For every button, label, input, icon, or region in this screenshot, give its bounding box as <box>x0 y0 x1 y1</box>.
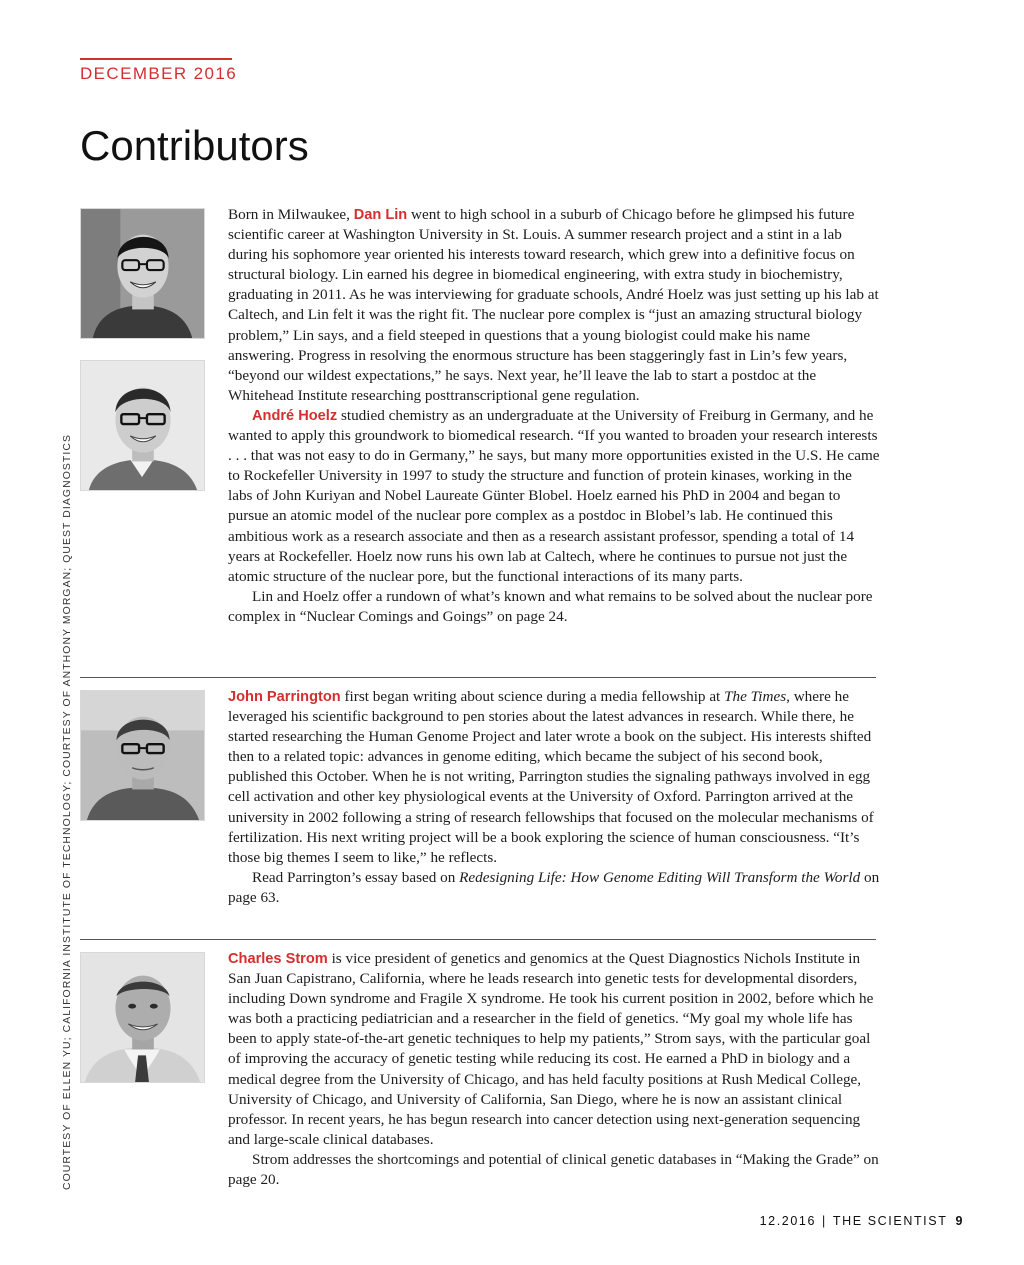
section-lin-hoelz <box>228 205 880 627</box>
portrait-image <box>81 209 204 338</box>
contributor-name: Dan Lin <box>353 207 408 223</box>
bio-paragraph <box>228 949 880 1150</box>
page-footer <box>760 1214 964 1228</box>
article-reference: Lin and Hoelz offer a rundown of what’s known and what remains to be solved about the nuclear pore complex in “Nuclear Comings and Goings” on page 24. <box>228 587 873 625</box>
page-number: 9 <box>955 1214 964 1228</box>
section-divider <box>80 939 876 940</box>
contributor-name: Charles Strom <box>228 951 328 967</box>
bio-text: is vice president of genetics and genomics at the Quest Diagnostics Nichols Institute in San Juan Capistrano, California, where he leads research into genetic tests for developmental disorders, including Down syndrome and Fragile X syndrome. He took his current position in 2002, before which he was both a practicing pediatrician and a researcher in the field of genetics. “My goal my whole life has been to apply state-of-the-art genetic techniques to help my patients,” Strom says, with the particular goal of improving the accuracy of genetic testing while reducing its cost. He earned a PhD in biology and a medical degree from the University of Chicago, and has held faculty positions at Rush Medical College, University of Chicago, and University of California, San Diego, where he is now an assistant clinical professor. In recent years, he has begun research into cancer detection using next-generation sequencing and large-scale clinical databases. <box>228 950 874 1148</box>
dan-lin-photo <box>80 208 205 339</box>
bio-text: studied chemistry as an undergraduate at the University of Freiburg in Germany, and he wanted to apply this groundwork to biomedical research. “If you wanted to broaden your research interests . . . that was not easy to do in Germany,” he says, but many more opportunities existed in the U.S. He came to Rockefeller University in 1997 to study the structure and function of protein kinases, working in the labs of John Kuriyan and Nobel Laureate Günter Blobel. Hoelz earned his PhD in 2004 and began to pursue an atomic model of the nuclear pore complex as a postdoc in Blobel’s lab. He continued this ambitious work as a research associate and then as a research assistant professor, spending a total of 14 years at Rockefeller. Hoelz now runs his own lab at Caltech, where he continues to pursue not just the atomic structure of the nuclear pore, but the functional interactions of its many parts. <box>228 406 880 585</box>
portrait-image <box>81 953 204 1082</box>
bio-lead: Born in Milwaukee, <box>228 206 354 223</box>
reference-text: Read Parrington’s essay based on <box>252 868 460 886</box>
page-title: Contributors <box>80 122 309 169</box>
bio-text: went to high school in a suburb of Chicago before he glimpsed his future scientific career at Washington University in St. Louis. A summer research project and a stint in a lab during his sophomore year oriented his interests toward research, which grew into a definitive focus on structural biology. Lin earned his degree in biomedical engineering, with extra study in biochemistry, graduating in 2011. As he was interviewing for graduate schools, André Hoelz was just setting up his lab at Caltech, and Lin felt it was the right fit. The nuclear pore complex is “just an amazing structural biology problem,” Lin says, and a field steeped in questions that a young biologist could make his name answering. Progress in resolving the enormous structure has been staggeringly fast in Lin’s few years, “beyond our wildest expectations,” he says. Next year, he’ll leave the lab to start a postdoc at the Whitehead Institute researching posttranscriptional gene regulation. <box>228 206 879 404</box>
bio-text: , where he leveraged his scientific background to pen stories about the latest advances in research. While there, he started researching the Human Genome Project and later wrote a book on the subject. His interests shifted then to a related topic: advances in genome editing, which became the subject of his second book, published this October. When he is not writing, Parrington studies the signaling pathways involved in egg cell activation and other key physiological events at the University of Oxford. Parrington arrived at the university in 2002 following a string of research fellowships that focused on the molecular mechanisms of fertilization. His next writing project will be a book exploring the science of human consciousness. “It’s those big themes I seem to like,” he reflects. <box>228 688 874 866</box>
publication-title: The Times <box>724 688 787 705</box>
article-reference <box>228 868 880 908</box>
header-rule <box>80 58 232 60</box>
reference-text: on page 63. <box>228 868 880 906</box>
bio-paragraph <box>228 406 880 587</box>
footer-separator: | <box>822 1214 827 1228</box>
article-reference: Strom addresses the shortcomings and potential of clinical genetic databases in “Making the Grade” on page 20. <box>228 1150 879 1189</box>
bio-paragraph <box>228 687 880 868</box>
book-title: Redesigning Life: How Genome Editing Will Transform the World <box>459 868 861 886</box>
bio-text: first began writing about science during a media fellowship at <box>340 688 725 705</box>
charles-strom-photo <box>80 952 205 1083</box>
portrait-image <box>81 361 204 490</box>
footer-date: 12.2016 <box>759 1214 817 1228</box>
issue-label: DECEMBER 2016 <box>80 64 238 83</box>
photo-credit: COURTESY OF ELLEN YU; CALIFORNIA INSTITUTE OF TECHNOLOGY; COURTESY OF ANTHONY MORGAN; QUEST DIAGNOSTICS <box>62 434 73 1190</box>
section-divider <box>80 677 876 678</box>
portrait-image <box>81 691 204 820</box>
bio-paragraph <box>228 205 880 406</box>
john-parrington-photo <box>80 690 205 821</box>
andre-hoelz-photo <box>80 360 205 491</box>
contributor-name: John Parrington <box>228 689 341 705</box>
contributor-name: André Hoelz <box>252 407 338 424</box>
section-strom <box>228 949 880 1190</box>
section-parrington <box>228 687 880 908</box>
footer-magazine: THE SCIENTIST <box>832 1214 948 1228</box>
